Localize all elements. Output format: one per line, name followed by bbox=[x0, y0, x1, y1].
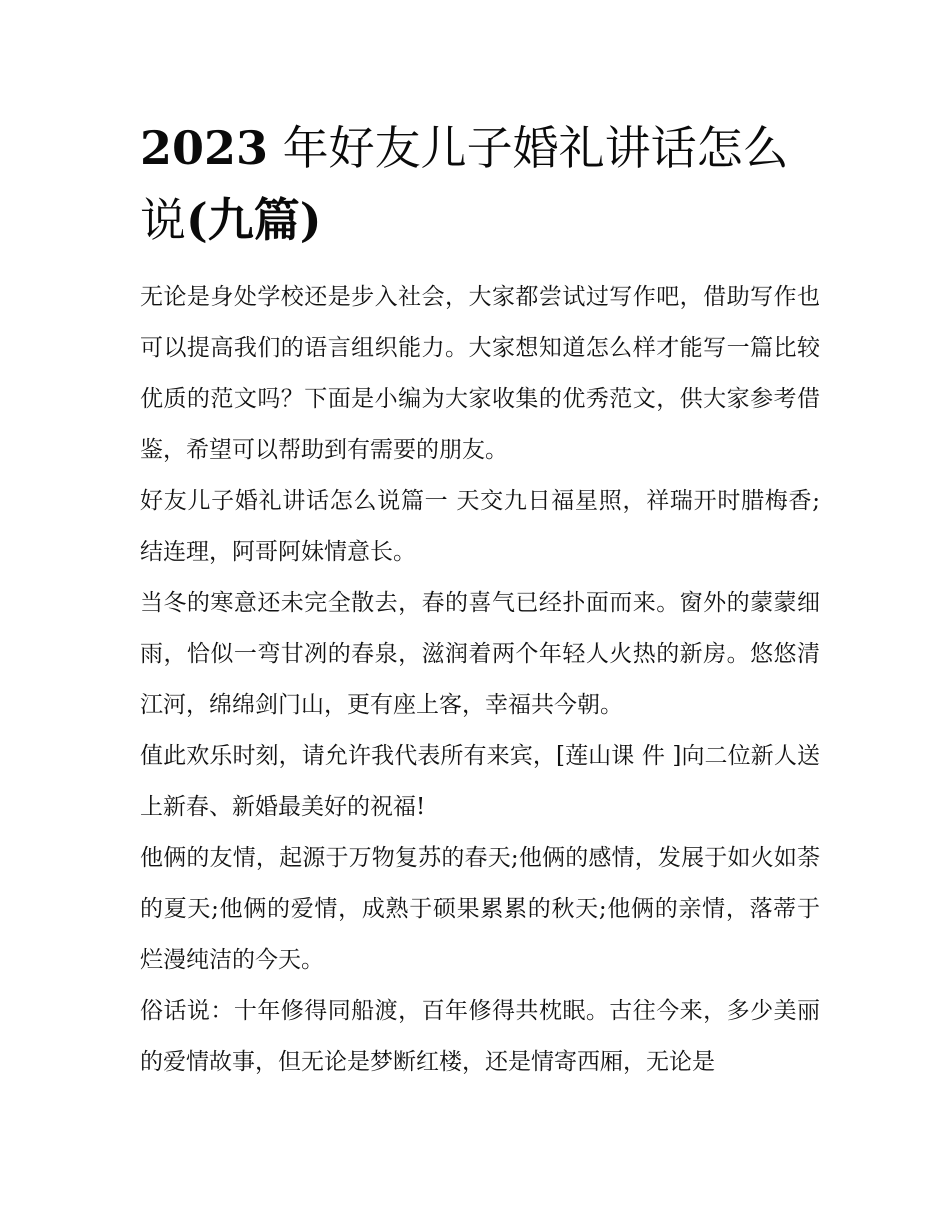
document-body bbox=[140, 272, 820, 1088]
paragraph-intro: 无论是身处学校还是步入社会，大家都尝试过写作吧，借助写作也可以提高我们的语言组织能力。大家想知道怎么样才能写一篇比较优质的范文吗？下面是小编为大家收集的优秀范文，供大家参考借鉴，希望可以帮助到有需要的朋友。 bbox=[140, 284, 820, 463]
title-text: 年好友儿子婚礼讲话怎么说 bbox=[140, 121, 789, 247]
document-page bbox=[140, 112, 820, 1088]
title-year: 2023 bbox=[140, 121, 269, 175]
document-title bbox=[140, 112, 820, 256]
paragraph: 他俩的友情，起源于万物复苏的春天;他俩的感情，发展于如火如荼的夏天;他俩的爱情，成熟于硕果累累的秋天;他俩的亲情，落蒂于烂漫纯洁的今天。 bbox=[140, 845, 820, 973]
paragraph: 当冬的寒意还未完全散去，春的喜气已经扑面而来。窗外的蒙蒙细雨，恰似一弯甘冽的春泉，滋润着两个年轻人火热的新房。悠悠清江河，绵绵剑门山，更有座上客，幸福共今朝。 bbox=[140, 590, 820, 718]
paragraph-section-one: 好友儿子婚礼讲话怎么说篇一 天交九日福星照，祥瑞开时腊梅香; 结连理，阿哥阿妹情意长。 bbox=[140, 488, 820, 565]
paragraph: 俗话说：十年修得同船渡，百年修得共枕眠。古往今来，多少美丽的爱情故事，但无论是梦断红楼，还是情寄西厢，无论是 bbox=[140, 998, 820, 1075]
title-tail: (九篇) bbox=[186, 193, 322, 247]
paragraph: 值此欢乐时刻，请允许我代表所有来宾，[莲山课 件 ]向二位新人送上新春、新婚最美好的祝福! bbox=[140, 743, 820, 820]
